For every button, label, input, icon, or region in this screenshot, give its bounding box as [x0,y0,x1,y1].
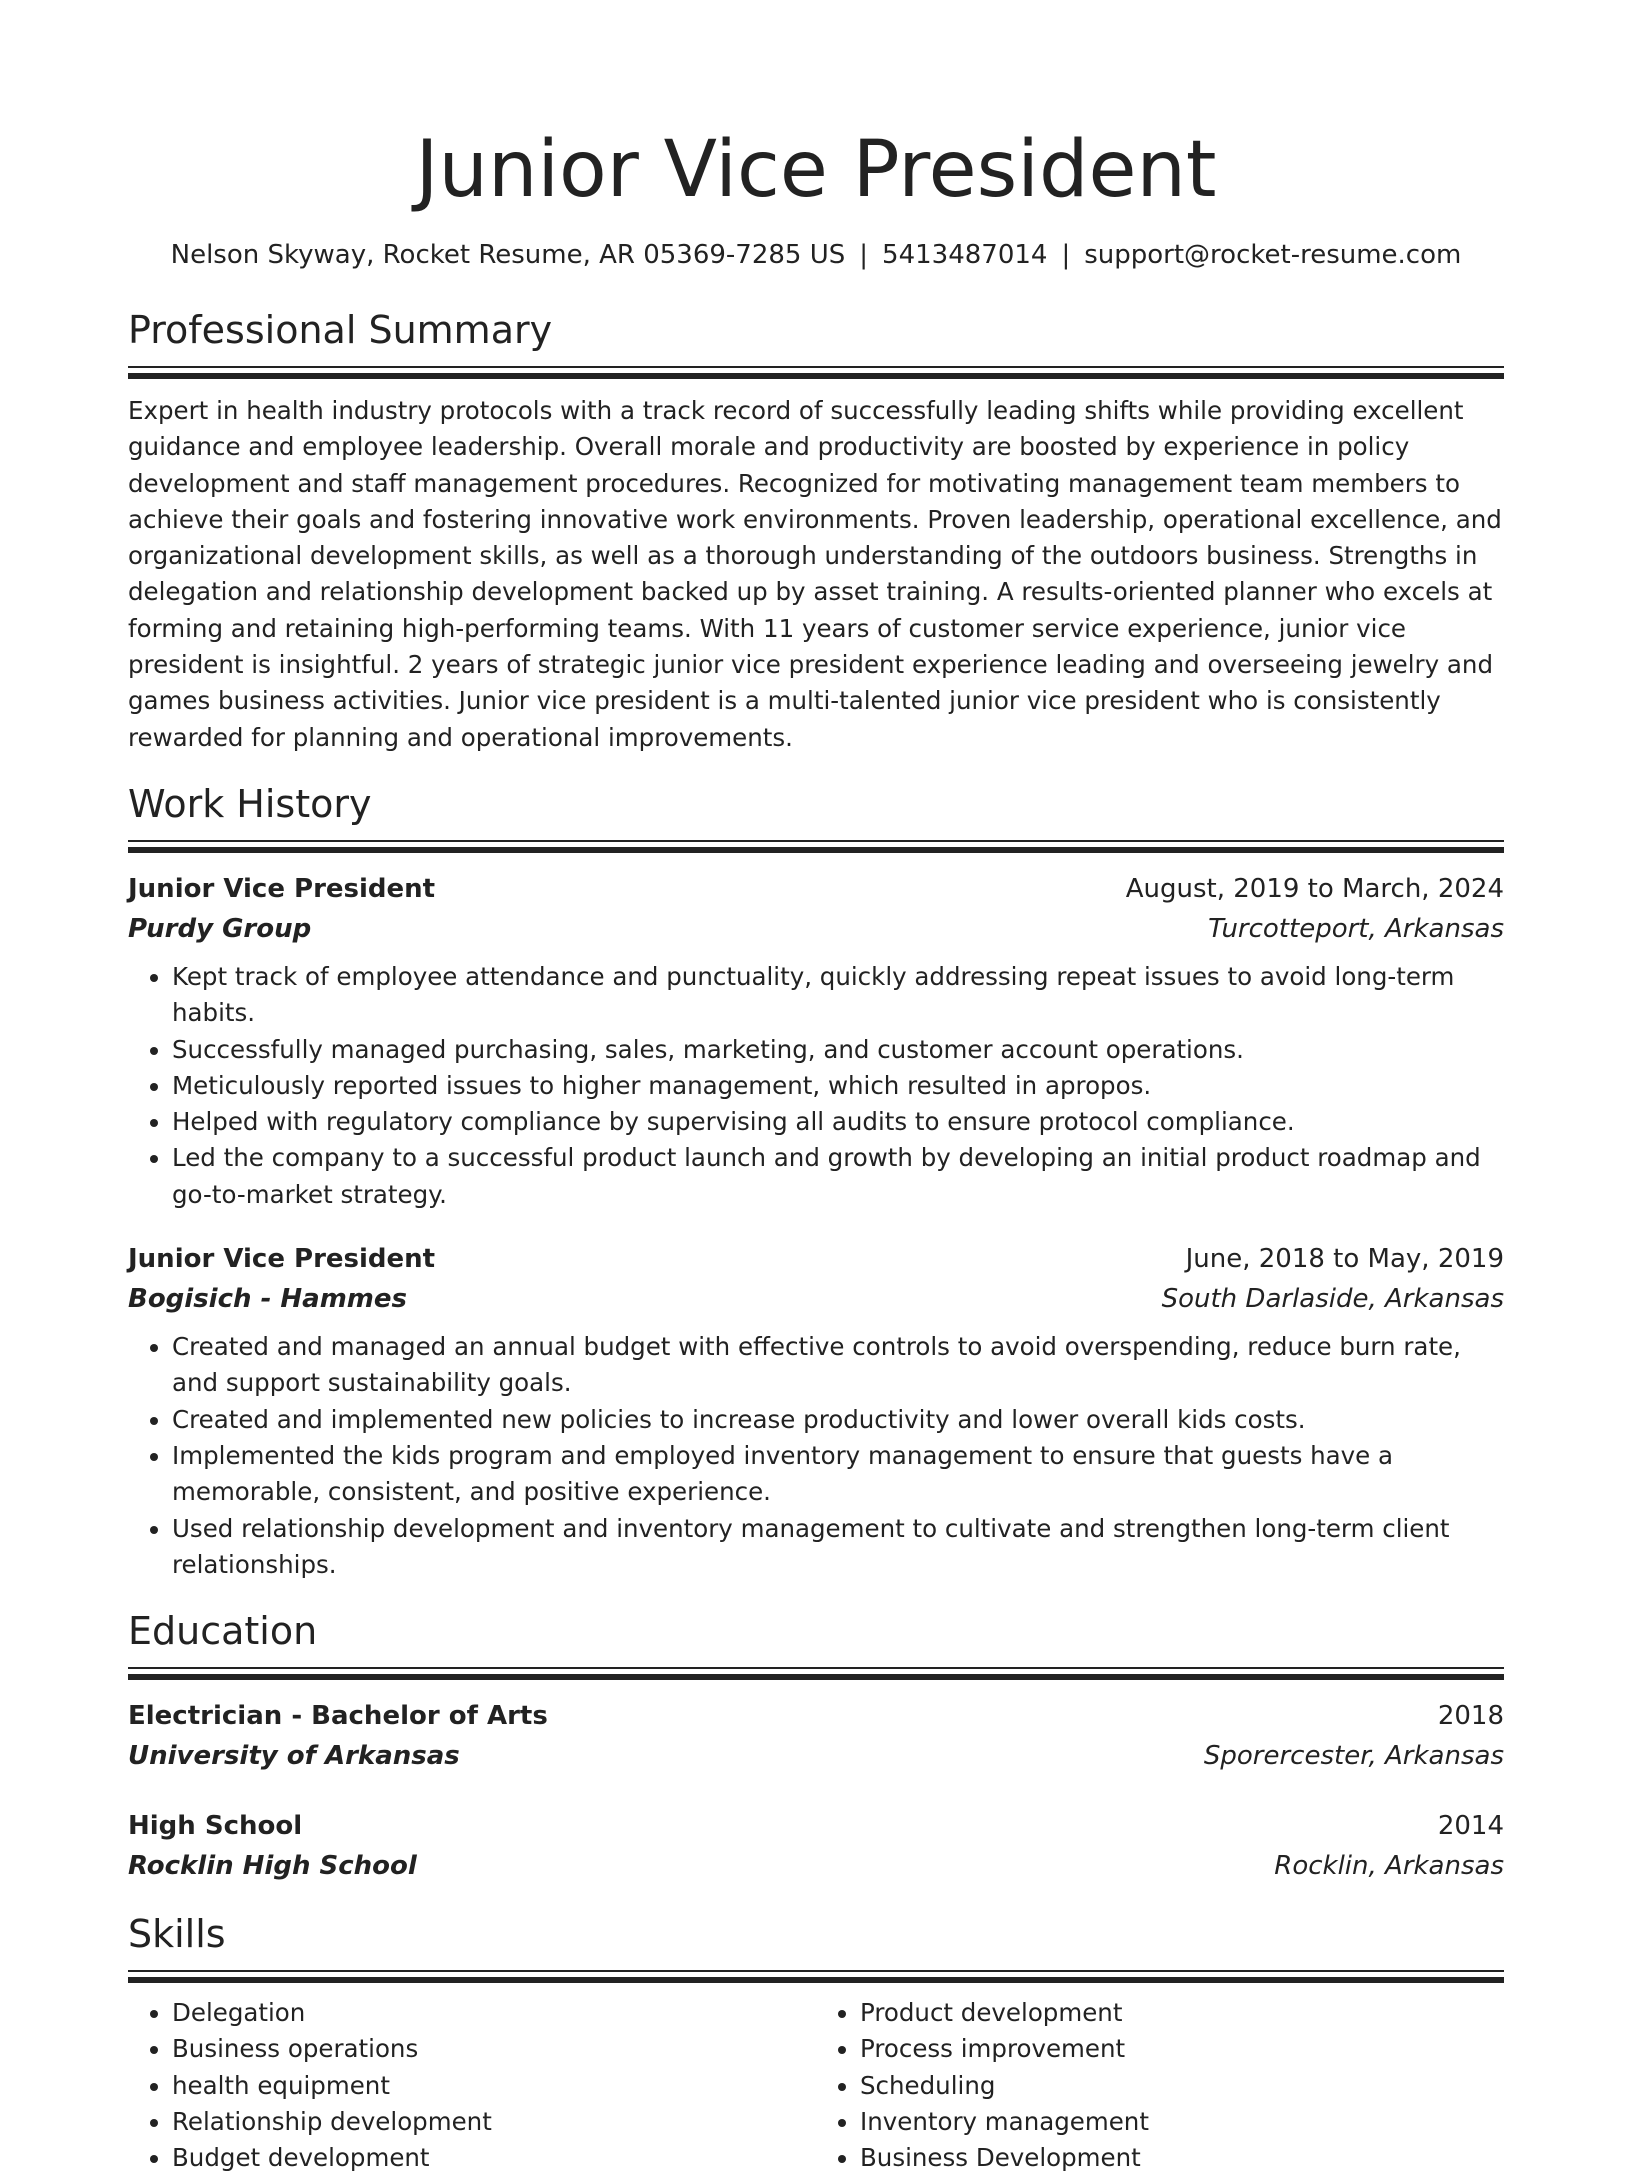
skill-item: • Relationship development [172,2104,816,2140]
contact-email: support@rocket-resume.com [1084,240,1462,270]
list-item: • Meticulously reported issues to higher management, which resulted in apropos. [172,1068,1504,1104]
summary-section [128,306,1504,756]
job-bullets [128,959,1504,1213]
skill-item: • Business Development [860,2140,1504,2176]
section-rule [128,1970,1504,1983]
education-degree: Electrician - Bachelor of Arts [128,1701,548,1732]
section-rule [128,840,1504,853]
education-entry [128,1696,1504,1776]
skill-item: • Process improvement [860,2031,1504,2067]
contact-separator: | [1061,240,1071,270]
education-school: University of Arkansas [128,1741,460,1772]
education-section [128,1607,1504,1886]
skill-item: • Business operations [172,2031,816,2067]
section-rule [128,1667,1504,1680]
skills-list-right [816,1995,1504,2176]
skill-item: • Inventory management [860,2104,1504,2140]
job-company: Purdy Group [128,913,312,944]
skill-item: • Scheduling [860,2068,1504,2104]
job-entry [128,869,1504,1213]
skill-item: • health equipment [172,2068,816,2104]
job-title: Junior Vice President [128,873,436,904]
skills-section [128,1910,1504,2176]
work-history-section [128,780,1504,1583]
skills-columns [128,1983,1504,2176]
education-year: 2014 [1437,1811,1504,1842]
education-location: Sporercester, Arkansas [1203,1741,1504,1772]
list-item: • Created and implemented new policies to increase productivity and lower overall kids costs. [172,1402,1504,1438]
job-dates: August, 2019 to March, 2024 [1125,873,1504,904]
education-school: Rocklin High School [128,1851,417,1882]
list-item: • Led the company to a successful product launch and growth by developing an initial product roadmap and go-to-market strategy. [172,1140,1504,1213]
skill-item: • Delegation [172,1995,816,2031]
education-entry [128,1806,1504,1886]
list-item: • Kept track of employee attendance and punctuality, quickly addressing repeat issues to avoid long-term habits. [172,959,1504,1032]
education-location: Rocklin, Arkansas [1274,1851,1504,1882]
list-item: • Used relationship development and inventory management to cultivate and strengthen long-term client relationships. [172,1511,1504,1584]
contact-separator: | [859,240,869,270]
job-location: South Darlaside, Arkansas [1161,1284,1504,1315]
section-heading: Professional Summary [128,308,553,352]
skill-item: • Product development [860,1995,1504,2031]
section-heading: Skills [128,1912,226,1957]
education-degree: High School [128,1811,303,1842]
job-company: Bogisich - Hammes [128,1284,408,1315]
contact-address: Nelson Skyway, Rocket Resume, AR 05369-7285 US [170,240,846,270]
job-entry [128,1239,1504,1583]
section-rule [128,366,1504,379]
section-heading: Work History [128,781,372,826]
job-dates: June, 2018 to May, 2019 [1185,1244,1504,1275]
list-item: • Successfully managed purchasing, sales, marketing, and customer account operations. [172,1032,1504,1068]
job-location: Turcotteport, Arkansas [1208,913,1504,944]
job-bullets [128,1329,1504,1583]
skills-list-left [128,1995,816,2176]
job-title: Junior Vice President [128,1244,436,1275]
list-item: • Created and managed an annual budget with effective controls to avoid overspending, reduce burn rate, and support sustainability goals. [172,1329,1504,1402]
skill-item: • Budget development [172,2140,816,2176]
education-year: 2018 [1437,1701,1504,1732]
contact-phone: 5413487014 [882,240,1048,270]
summary-text: Expert in health industry protocols with a track record of successfully leading shifts while providing excellent guidance and employee leadership. Overall morale and productivity are boosted by experience in policy development and staff management procedures. Recognized for motivating management team members to achieve their goals and fostering innovative work environments. Proven leadership, operational excellence, and organizational development skills, as well as a thorough understanding of the outdoors business. Strengths in delegation and relationship development backed up by asset training. A results-oriented planner who excels at forming and retaining high-performing teams. With 11 years of customer service experience, junior vice president is insightful. 2 years of strategic junior vice president experience leading and overseeing jewelry and games business activities. Junior vice president is a multi-talented junior vice president who is consistently rewarded for planning and operational improvements. [128,396,1502,752]
resume-name: Junior Vice President [415,125,1217,215]
contact-line [128,238,1504,272]
section-heading: Education [128,1609,318,1654]
list-item: • Implemented the kids program and employed inventory management to ensure that guests have a memorable, consistent, and positive experience. [172,1438,1504,1511]
list-item: • Helped with regulatory compliance by supervising all audits to ensure protocol compliance. [172,1104,1504,1140]
